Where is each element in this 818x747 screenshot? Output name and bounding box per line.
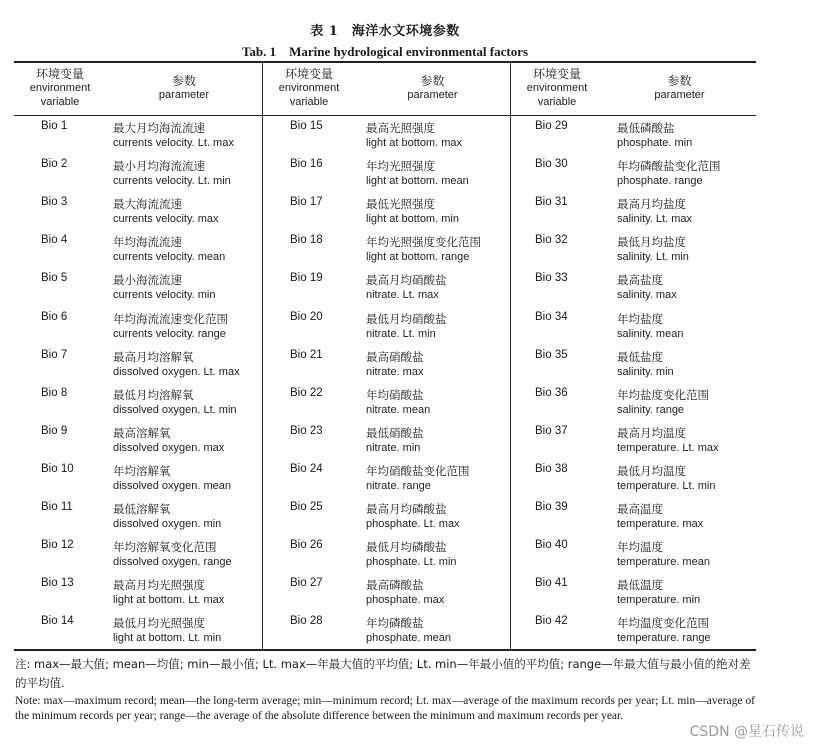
parameter-en: temperature. min	[617, 594, 701, 607]
parameter-cn: 最低月均盐度	[617, 235, 686, 250]
parameter-cn: 年均磷酸盐变化范围	[617, 159, 721, 174]
env-variable-id: Bio 30	[535, 158, 568, 171]
parameter-cn: 年均海流流速	[113, 235, 182, 250]
parameter-cn: 最低月均温度	[617, 463, 686, 478]
env-variable-id: Bio 15	[290, 120, 323, 132]
env-variable-id: Bio 5	[41, 272, 68, 285]
header-variable-3	[511, 67, 603, 109]
env-variable-id: Bio 41	[535, 577, 568, 590]
header-variable-en2: variable	[289, 96, 329, 108]
parameter-cn: 年均磷酸盐	[366, 616, 424, 631]
env-variable-id: Bio 24	[290, 462, 323, 475]
env-variable-id: Bio 14	[41, 615, 74, 628]
parameter-cn: 年均海流流速变化范围	[113, 311, 228, 326]
parameter-en: temperature. Lt. max	[617, 441, 719, 454]
header-parameter-en: parameter	[158, 89, 210, 101]
parameter-cn: 年均硝酸盐	[366, 387, 424, 402]
env-variable-id: Bio 18	[290, 234, 323, 247]
header-variable-en1: environment	[526, 82, 588, 94]
column-divider-1	[262, 62, 263, 649]
env-variable-id: Bio 3	[41, 196, 68, 209]
header-parameter-3	[603, 74, 756, 102]
parameter-cn: 年均光照强度	[366, 159, 435, 174]
parameter-en: salinity. min	[617, 365, 674, 378]
table-caption-en: Tab. 1 Marine hydrological environmental factors	[241, 44, 529, 59]
parameter-en: dissolved oxygen. Lt. max	[113, 365, 240, 378]
parameter-cn: 年均溶解氧变化范围	[113, 540, 217, 555]
parameter-cn: 最高光照强度	[366, 121, 435, 135]
parameter-cn: 年均溶解氧	[113, 463, 171, 478]
header-variable-en2: variable	[40, 96, 80, 108]
table-header-rule	[14, 115, 756, 116]
header-variable-en2: variable	[537, 96, 577, 108]
env-variable-id: Bio 10	[41, 462, 74, 475]
table-note-cn: 注: max—最大值; mean—均值; min—最小值; Lt. max—年最大值的平均值; Lt. min—年最小值的平均值; range—年最大值与最小值的绝对差的平均值.	[15, 657, 751, 690]
header-parameter-cn: 参数	[171, 74, 196, 88]
parameter-cn: 最高月均溶解氧	[113, 349, 194, 364]
header-variable-1	[14, 67, 106, 109]
parameter-en: currents velocity. range	[113, 327, 226, 340]
table-caption-cn: 表 1 海洋水文环境参数	[310, 24, 460, 39]
parameter-en: phosphate. min	[617, 137, 693, 149]
parameter-cn: 年均温度变化范围	[617, 616, 709, 631]
parameter-cn: 最高月均硝酸盐	[366, 273, 447, 288]
parameter-cn: 最高温度	[617, 502, 663, 516]
parameter-cn: 年均温度	[617, 540, 663, 555]
parameter-en: salinity. mean	[617, 327, 684, 340]
header-parameter-en: parameter	[654, 89, 705, 101]
parameter-en: salinity. Lt. max	[617, 213, 692, 226]
parameter-cn: 年均盐度	[617, 311, 663, 326]
parameter-en: salinity. Lt. min	[617, 251, 689, 264]
parameter-cn: 最高月均盐度	[617, 197, 686, 212]
parameter-en: temperature. mean	[617, 556, 710, 569]
env-variable-id: Bio 36	[535, 386, 568, 399]
env-variable-id: Bio 35	[535, 348, 568, 361]
parameter-cn: 年均盐度变化范围	[617, 387, 709, 402]
env-variable-id: Bio 32	[535, 234, 568, 247]
parameter-cn: 最低月均磷酸盐	[366, 540, 447, 555]
header-variable-cn: 环境变量	[35, 67, 84, 81]
env-variable-id: Bio 9	[41, 424, 68, 437]
parameter-en: dissolved oxygen. min	[113, 518, 222, 530]
parameter-en: currents velocity. min	[113, 289, 216, 302]
header-parameter-1	[106, 74, 262, 102]
env-variable-id: Bio 28	[290, 615, 323, 628]
parameter-en: dissolved oxygen. max	[113, 441, 225, 454]
env-variable-id: Bio 27	[290, 577, 323, 590]
parameter-en: light at bottom. Lt. max	[113, 594, 225, 607]
env-variable-id: Bio 20	[290, 310, 323, 323]
env-variable-id: Bio 19	[290, 272, 323, 285]
parameter-en: light at bottom. range	[366, 251, 470, 264]
header-variable-cn: 环境变量	[284, 67, 333, 81]
parameter-cn: 最低月均溶解氧	[113, 387, 194, 402]
parameter-cn: 最高月均温度	[617, 425, 686, 440]
env-variable-id: Bio 7	[41, 348, 68, 361]
parameter-en: light at bottom. mean	[366, 175, 469, 188]
parameter-en: currents velocity. Lt. max	[113, 137, 234, 149]
parameter-en: salinity. max	[617, 289, 677, 302]
parameter-en: phosphate. Lt. max	[366, 518, 460, 530]
env-variable-id: Bio 2	[41, 158, 68, 171]
parameter-cn: 最高盐度	[617, 273, 663, 288]
column-divider-2	[510, 62, 511, 649]
parameter-en: light at bottom. max	[366, 137, 462, 149]
parameter-cn: 最高溶解氧	[113, 425, 171, 440]
parameter-en: phosphate. max	[366, 594, 445, 607]
parameter-cn: 年均光照强度变化范围	[366, 235, 481, 250]
env-variable-id: Bio 11	[41, 501, 73, 513]
parameter-cn: 最高月均光照强度	[113, 578, 205, 593]
env-variable-id: Bio 17	[290, 196, 323, 209]
parameter-en: dissolved oxygen. mean	[113, 479, 232, 492]
parameter-en: currents velocity. max	[113, 213, 219, 226]
parameter-en: nitrate. Lt. min	[366, 327, 436, 340]
parameter-cn: 最低硝酸盐	[366, 425, 424, 440]
table-bottom-rule	[14, 649, 756, 651]
header-variable-en1: environment	[29, 82, 91, 94]
env-variable-id: Bio 6	[41, 310, 68, 323]
parameter-en: currents velocity. Lt. min	[113, 175, 231, 188]
parameter-cn: 年均硝酸盐变化范围	[366, 463, 470, 478]
parameter-cn: 最小海流流速	[113, 273, 182, 288]
header-variable-2	[263, 67, 355, 109]
env-variable-id: Bio 42	[535, 615, 568, 628]
parameter-cn: 最低溶解氧	[113, 502, 171, 516]
env-variable-id: Bio 22	[290, 386, 323, 399]
parameter-cn: 最低光照强度	[366, 197, 435, 212]
parameter-en: light at bottom. Lt. min	[113, 632, 222, 645]
env-variable-id: Bio 1	[41, 120, 68, 132]
parameter-en: phosphate. range	[617, 175, 703, 188]
csdn-watermark: CSDN @星石传说	[689, 724, 804, 740]
header-parameter-2	[355, 74, 510, 102]
env-variable-id: Bio 25	[290, 501, 323, 513]
parameter-en: phosphate. Lt. min	[366, 556, 457, 569]
env-variable-id: Bio 8	[41, 386, 68, 399]
parameter-en: nitrate. Lt. max	[366, 289, 439, 302]
parameter-cn: 最低磷酸盐	[617, 121, 675, 135]
env-variable-id: Bio 34	[535, 310, 568, 323]
header-parameter-en: parameter	[407, 89, 458, 101]
env-variable-id: Bio 31	[535, 196, 568, 209]
env-variable-id: Bio 21	[290, 348, 323, 361]
parameter-en: temperature. range	[617, 632, 711, 645]
env-variable-id: Bio 23	[290, 424, 323, 437]
parameter-cn: 最低盐度	[617, 349, 663, 364]
parameter-cn: 最低月均光照强度	[113, 616, 205, 631]
parameter-en: currents velocity. mean	[113, 251, 226, 264]
env-variable-id: Bio 40	[535, 539, 568, 552]
parameter-en: salinity. range	[617, 403, 685, 416]
parameter-en: dissolved oxygen. Lt. min	[113, 403, 237, 416]
parameter-cn: 最低温度	[617, 578, 663, 593]
parameter-cn: 最大月均海流流速	[113, 121, 205, 135]
parameter-cn: 最大海流流速	[113, 197, 182, 212]
env-variable-id: Bio 4	[41, 234, 68, 247]
header-variable-cn: 环境变量	[532, 67, 581, 81]
env-variable-id: Bio 39	[535, 501, 568, 513]
table-note-en: Note: max—maximum record; mean—the long-term average; min—minimum record; Lt. max—average of the maximum records per year; Lt. min—average of the minimum records per year; range—the average of the absolute difference between the minimum and maximum records per year.	[15, 695, 755, 722]
env-variable-id: Bio 29	[535, 120, 568, 132]
parameter-cn: 最高磷酸盐	[366, 578, 424, 593]
parameter-cn: 最低月均硝酸盐	[366, 311, 447, 326]
parameter-en: nitrate. mean	[366, 403, 431, 416]
env-variable-id: Bio 26	[290, 539, 323, 552]
parameter-en: nitrate. min	[366, 441, 421, 454]
parameter-cn: 最高硝酸盐	[366, 349, 424, 364]
parameter-en: light at bottom. min	[366, 213, 459, 226]
env-variable-id: Bio 33	[535, 272, 568, 285]
parameter-en: temperature. max	[617, 518, 704, 530]
parameter-en: dissolved oxygen. range	[113, 556, 232, 569]
header-parameter-cn: 参数	[420, 74, 445, 88]
header-parameter-cn: 参数	[667, 74, 692, 88]
env-variable-id: Bio 12	[41, 539, 74, 552]
env-variable-id: Bio 16	[290, 158, 323, 171]
env-variable-id: Bio 13	[41, 577, 74, 590]
parameter-cn: 最小月均海流流速	[113, 159, 205, 174]
env-variable-id: Bio 37	[535, 424, 568, 437]
env-variable-id: Bio 38	[535, 462, 568, 475]
parameter-en: nitrate. max	[366, 365, 424, 378]
parameter-en: phosphate. mean	[366, 632, 452, 645]
parameter-en: temperature. Lt. min	[617, 479, 716, 492]
header-variable-en1: environment	[278, 82, 340, 94]
parameter-en: nitrate. range	[366, 479, 431, 492]
parameter-cn: 最高月均磷酸盐	[366, 502, 447, 516]
table-top-rule	[14, 61, 756, 63]
